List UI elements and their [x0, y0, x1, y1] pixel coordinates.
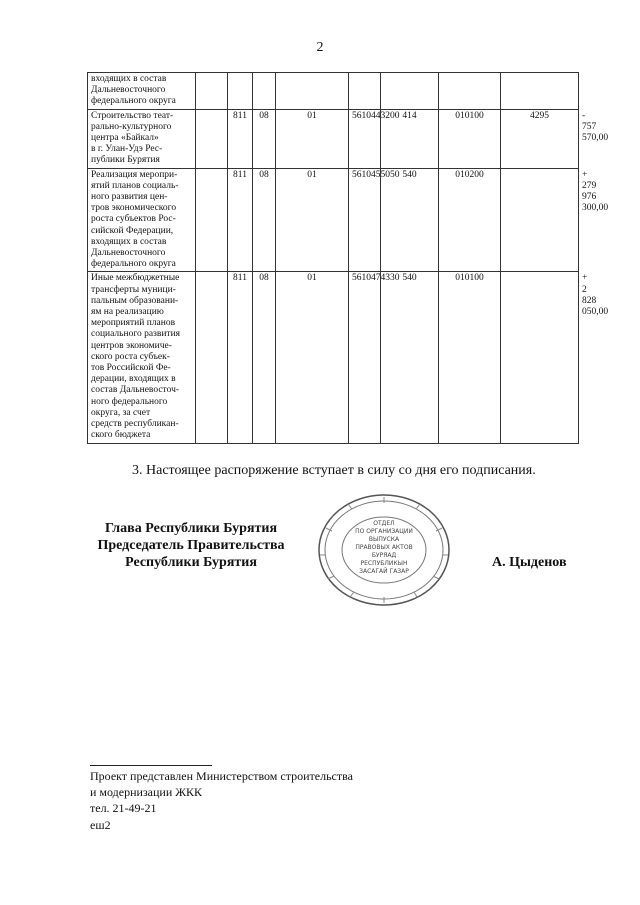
seal-text-line: РЕСПУБЛИКЫН [360, 560, 408, 567]
signatory-title-line: Председатель Правительства [97, 538, 285, 553]
table-cell: 08 [253, 168, 276, 272]
table-cell [349, 73, 381, 110]
seal-text-line: ЗАСАГАЙ ГАЗАР [359, 568, 409, 575]
table-cell: 01 [276, 109, 349, 168]
table-cell: 08 [253, 272, 276, 443]
row-name-line: мероприятий планов [91, 318, 176, 329]
seal-text-line: ПО ОРГАНИЗАЦИИ [355, 528, 413, 535]
document-code: еш2 [90, 818, 111, 832]
table-row: Реализация меропри- ятий планов социаль- ного развития цен- тров экономического роста субъектов Рос- сийской Федерации, входящих в состав Дальневосточного федерального округа 811 08 01 5610455050 540 010200 + 279 976 300,00 [88, 168, 579, 272]
row-name-cell [88, 73, 196, 110]
table-cell [501, 272, 579, 443]
row-name-cell [88, 272, 196, 443]
signatory-title-line: Глава Республики Бурятия [104, 521, 278, 536]
row-name-line: входящих в состав [91, 74, 167, 84]
table-cell [501, 168, 579, 272]
table-cell: 811 [228, 109, 253, 168]
row-name-line: федерального округа [91, 259, 176, 270]
table-cell [276, 73, 349, 110]
row-name-line: тов Российской Фе- [91, 363, 171, 374]
row-name-line: федерального округа [91, 96, 176, 107]
table-cell: 4295 [501, 109, 579, 168]
footnote-line: и модернизации ЖКК [90, 785, 203, 799]
row-name-line: Дальневосточного [91, 248, 166, 259]
table-cell: 010200 [439, 168, 501, 272]
seal-text-line: ПРАВОВЫХ АКТОВ [355, 544, 413, 551]
row-name-line: ям на реализацию [91, 307, 164, 318]
row-name-line: Реализация меропри- [91, 169, 178, 180]
row-name-line: ского бюджета [91, 430, 151, 441]
row-name-line: дерации, входящих в [91, 374, 176, 385]
empty-cell [196, 109, 228, 168]
table-cell [501, 73, 579, 110]
table-row: Иные межбюджетные трансферты муници- пальным образовани- ям на реализацию мероприятий планов социального развития центров экономиче- ского роста субъек- тов Российской Фе- дерации, входящих в состав Дальневосточ- ного федерального округа, за счет средств республикан- ского бюджета 811 08 01 5610474330 540 010100 + 2 828 050,00 [88, 272, 579, 443]
table-row: Строительство теат- рально-культурного центра «Байкал» в г. Улан-Удэ Рес- публики Бурятия 811 08 01 5610443200 414 010100 4295 - 757 570,00 [88, 109, 579, 168]
table-cell [439, 73, 501, 110]
row-name-line: социального развития [91, 329, 181, 340]
empty-cell [196, 272, 228, 443]
table-cell: 01 [276, 168, 349, 272]
seal-text-line: БУРЯАД [371, 552, 397, 559]
table-cell [228, 73, 253, 110]
footnote-line: Проект представлен Министерством строительства [90, 769, 353, 783]
footnote-divider [90, 765, 212, 766]
seal-text-line: ВЫПУСКА [368, 536, 400, 543]
row-name-cell [88, 109, 196, 168]
row-name-line: ского роста субъек- [91, 351, 170, 362]
table-cell: 08 [253, 109, 276, 168]
row-name-line: публики Бурятия [91, 155, 160, 166]
table-cell: 5610455050 [349, 168, 381, 272]
table-cell: 540 [381, 168, 439, 272]
empty-cell [196, 73, 228, 110]
table-cell: 01 [276, 272, 349, 443]
table-cell: 5610474330 [349, 272, 381, 443]
row-name-line: округа, за счет [91, 407, 151, 418]
row-name-line: входящих в состав [91, 236, 167, 247]
table-cell: 010100 [439, 272, 501, 443]
page-number: 2 [316, 40, 324, 55]
official-seal [317, 493, 451, 607]
row-name-line: Строительство теат- [91, 110, 174, 121]
row-name-line: средств республикан- [91, 419, 179, 430]
table-cell: 010100 [439, 109, 501, 168]
table-row [88, 73, 579, 110]
row-name-line: тров экономического [91, 203, 177, 214]
table-cell: 5610443200 [349, 109, 381, 168]
budget-table [87, 72, 609, 444]
row-name-line: Дальневосточного [91, 85, 166, 96]
row-name-line: пальным образовани- [91, 295, 179, 306]
row-name-line: трансферты муници- [91, 284, 176, 295]
clause-3-text: 3. Настоящее распоряжение вступает в силу со дня его подписания. [132, 463, 536, 478]
row-name-line: ного развития цен- [91, 192, 168, 203]
row-name-line: роста субъектов Рос- [91, 214, 176, 225]
row-name-line: центров экономиче- [91, 340, 172, 351]
row-name-line: рально-культурного [91, 121, 172, 132]
row-name-cell [88, 168, 196, 272]
row-name-line: ятий планов социаль- [91, 180, 179, 191]
signatory-title [86, 520, 296, 571]
footnote-line: тел. 21-49-21 [90, 801, 157, 815]
empty-cell [196, 168, 228, 272]
row-name-line: в г. Улан-Удэ Рес- [91, 144, 163, 155]
row-name-line: ного федерального [91, 396, 168, 407]
table-cell: 414 [381, 109, 439, 168]
table-cell [381, 73, 439, 110]
table-cell: 811 [228, 272, 253, 443]
footnote [90, 768, 353, 816]
row-name-line: Иные межбюджетные [91, 273, 180, 284]
row-name-line: состав Дальневосточ- [91, 385, 180, 396]
table-cell: 811 [228, 168, 253, 272]
signatory-name: А. Цыденов [492, 555, 567, 570]
row-name-line: центра «Байкал» [91, 133, 159, 144]
signatory-title-line: Республики Бурятия [125, 555, 257, 570]
seal-text-line: ОТДЕЛ [373, 520, 395, 527]
table-cell: 540 [381, 272, 439, 443]
table-cell [253, 73, 276, 110]
row-name-line: сийской Федерации, [91, 225, 174, 236]
